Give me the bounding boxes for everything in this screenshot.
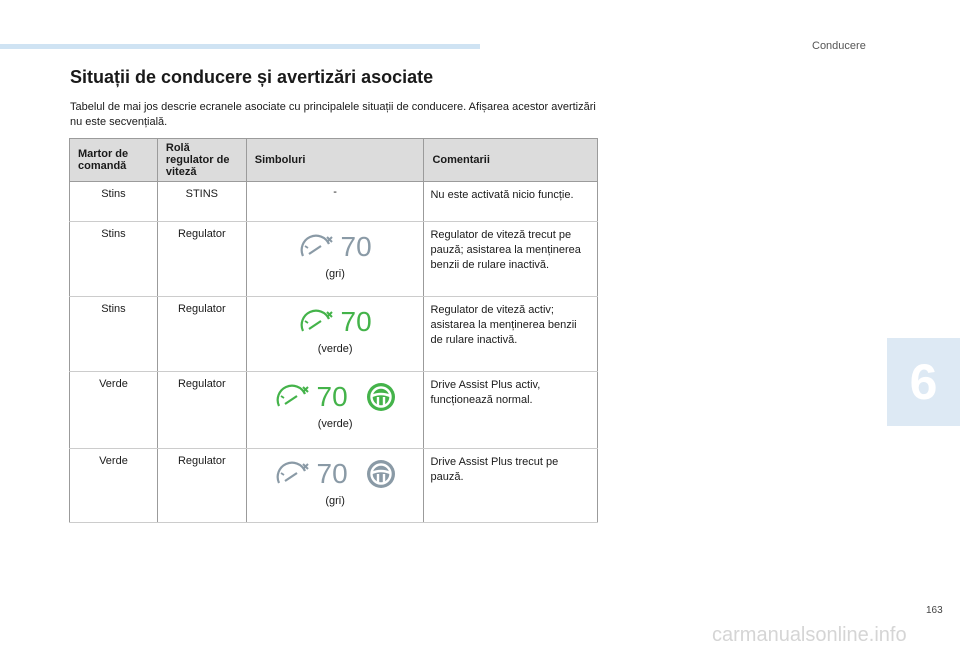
page-number: 163	[926, 605, 943, 616]
speed-value: 70	[340, 306, 372, 337]
table-row	[70, 372, 598, 449]
cell-martor: Stins	[70, 297, 158, 372]
speed-value: 70	[340, 231, 372, 262]
speedometer-icon	[299, 309, 335, 335]
cell-symbol	[246, 182, 424, 222]
cell-symbol	[246, 222, 424, 297]
table-row	[70, 222, 598, 297]
table-row	[70, 449, 598, 523]
speedometer-icon	[275, 461, 311, 487]
section-name: Conducere	[812, 40, 866, 52]
cell-comment: Nu este activată nicio funcție.	[424, 182, 598, 222]
cell-symbol	[246, 372, 424, 449]
chapter-tab	[887, 338, 960, 426]
steering-wheel-icon	[366, 459, 396, 489]
cell-martor: Verde	[70, 372, 158, 449]
cell-martor: Stins	[70, 222, 158, 297]
cell-symbol	[246, 449, 424, 523]
symbol-caption: (verde)	[317, 343, 353, 355]
speed-value: 70	[316, 458, 348, 489]
cell-martor: Stins	[70, 182, 158, 222]
symbol-caption: (gri)	[325, 495, 345, 507]
table-header-row	[70, 139, 598, 182]
page-title: Situații de conducere și avertizări asociate	[70, 67, 434, 87]
top-accent-bar	[0, 44, 480, 49]
cell-comment: Regulator de viteză trecut pe pauză; asistarea la menținerea benzii de rulare inactivă.	[424, 222, 598, 297]
chapter-number: 6	[909, 354, 938, 410]
speedometer-icon	[299, 234, 335, 260]
header-comentarii: Comentarii	[424, 139, 598, 182]
cell-comment: Drive Assist Plus trecut pe pauză.	[424, 449, 598, 523]
cell-rola: Regulator	[157, 297, 246, 372]
cell-comment: Regulator de viteză activ; asistarea la menținerea benzii de rulare inactivă.	[424, 297, 598, 372]
intro-paragraph: Tabelul de mai jos descrie ecranele asociate cu principalele situații de conducere. Afișarea acestor avertizări nu este secvențială.	[70, 101, 596, 128]
situations-table	[69, 138, 598, 523]
symbol-caption: (gri)	[325, 268, 345, 280]
table-row	[70, 297, 598, 372]
no-symbol-dash: -	[333, 186, 337, 198]
cell-rola: STINS	[157, 182, 246, 222]
cell-symbol	[246, 297, 424, 372]
cell-comment: Drive Assist Plus activ, funcționează normal.	[424, 372, 598, 449]
table-row	[70, 182, 598, 222]
symbol-caption: (verde)	[317, 418, 353, 430]
header-simboluri: Simboluri	[246, 139, 424, 182]
header-martor: Martor de comandă	[70, 139, 158, 182]
cell-martor: Verde	[70, 449, 158, 523]
footer-watermark: carmanualsonline.info	[712, 624, 907, 646]
speedometer-icon	[275, 384, 311, 410]
cell-rola: Regulator	[157, 372, 246, 449]
header-rola: Rolă regulator de viteză	[157, 139, 246, 182]
steering-wheel-icon	[366, 382, 396, 412]
speed-value: 70	[316, 381, 348, 412]
cell-rola: Regulator	[157, 222, 246, 297]
cell-rola: Regulator	[157, 449, 246, 523]
